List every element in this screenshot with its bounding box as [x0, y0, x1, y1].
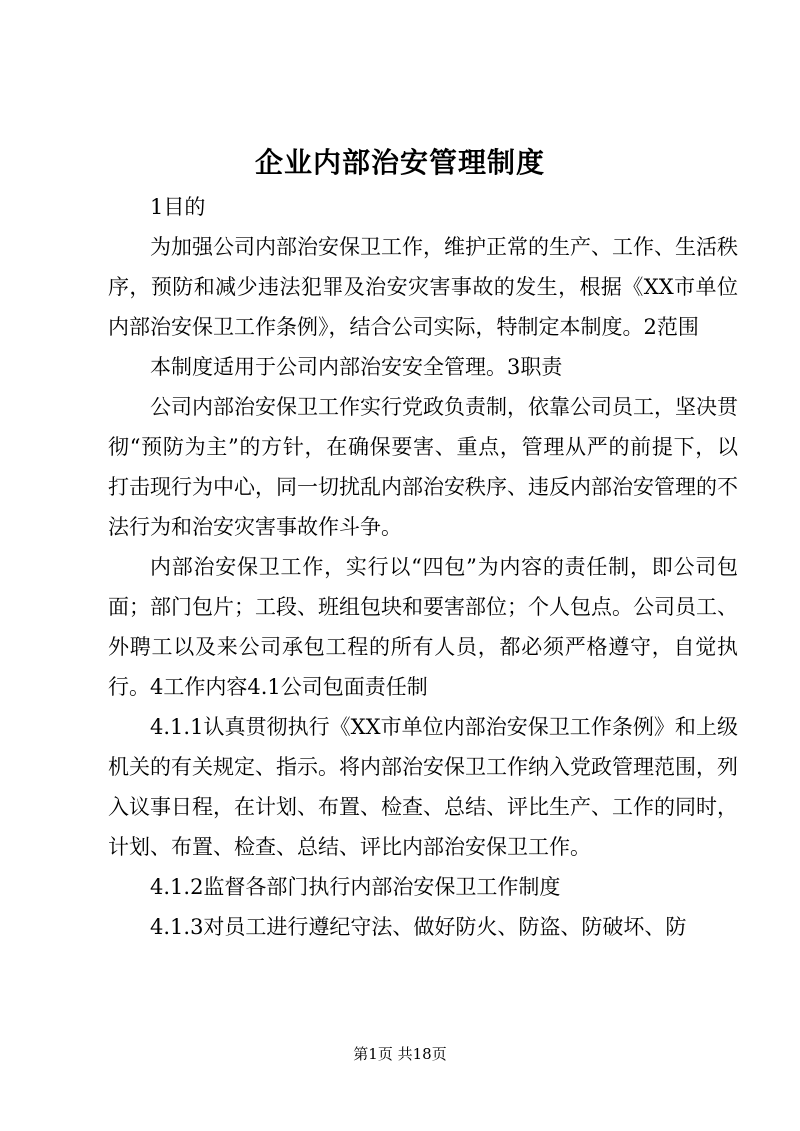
document-title: 企业内部治安管理制度: [254, 146, 545, 179]
paragraph-purpose: 为加强公司内部治安保卫工作，维护正常的生产、工作、生活秩序，预防和减少违法犯罪及治安灾害事故的发生，根据《XX市单位内部治安保卫工作条例》，结合公司实际，特制定本制度。2范围: [108, 235, 738, 339]
paragraph-four-packages: 内部治安保卫工作，实行以“四包”为内容的责任制，即公司包面；部门包片；工段、班组包块和要害部位；个人包点。公司员工、外聘工以及来公司承包工程的所有人员，都必须严格遵守，自觉执行。4工作内容4.1公司包面责任制: [108, 555, 738, 699]
paragraph-purpose-heading: 1目的: [150, 195, 206, 219]
paragraph-4-1-1: 4.1.1认真贯彻执行《XX市单位内部治安保卫工作条例》和上级机关的有关规定、指示。将内部治安保卫工作纳入党政管理范围，列入议事日程，在计划、布置、检查、总结、评比生产、工作的同时，计划、布置、检查、总结、评比内部治安保卫工作。: [108, 715, 738, 859]
document-body: [108, 187, 738, 947]
paragraph-4-1-2: 4.1.2监督各部门执行内部治安保卫工作制度: [150, 875, 561, 899]
page-footer: 第1页 共18页: [353, 1045, 447, 1063]
paragraph-4-1-3: 4.1.3对员工进行遵纪守法、做好防火、防盗、防破坏、防: [150, 915, 687, 939]
paragraph-scope: 本制度适用于公司内部治安安全管理。3职责: [150, 355, 563, 379]
paragraph-responsibility: 公司内部治安保卫工作实行党政负责制，依靠公司员工，坚决贯彻“预防为主”的方针，在确保要害、重点，管理从严的前提下，以打击现行为中心，同一切扰乱内部治安秩序、违反内部治安管理的不法行为和治安灾害事故作斗争。: [108, 395, 738, 539]
